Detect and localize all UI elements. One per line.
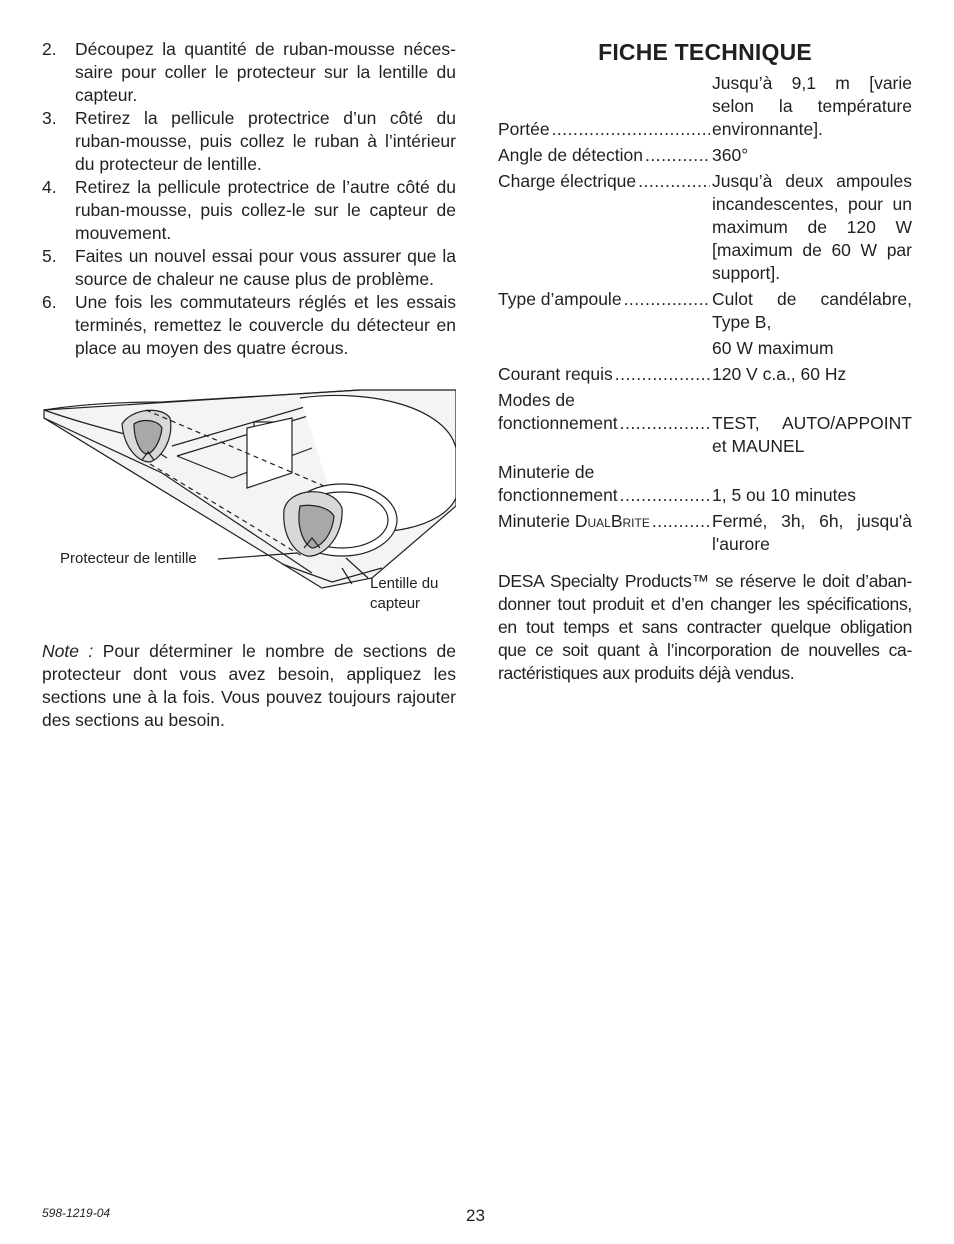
spec-value: Jusqu’à deux ampoules incandescentes, pour un maximum de 120 W [maximum de 60 W par support].: [712, 171, 912, 283]
step-item: [42, 107, 456, 176]
spec-label: Charge électrique: [498, 171, 637, 191]
spec-value: TEST, AUTO/APPOINT et MAUNEL: [712, 413, 912, 456]
spec-row: [498, 288, 912, 360]
leader-dots: [645, 144, 710, 167]
spec-label-brand: DualBrite: [574, 511, 650, 531]
leader-dots: [638, 170, 710, 193]
step-item: [42, 245, 456, 291]
step-text: Une fois les commutateurs réglés et les essais terminés, remettez le couvercle du détecteur en place au moyen des quatre écrous.: [75, 292, 456, 358]
spec-row: [498, 363, 912, 386]
spec-value: 360°: [712, 145, 749, 165]
protector-label: Protecteur de lentille: [60, 550, 197, 567]
spec-value-extra: 60 W maximum: [712, 338, 834, 358]
spec-row: [498, 72, 912, 141]
spec-label: fonctionnement: [498, 485, 618, 505]
lens-label-line1: Lentille du: [370, 575, 439, 592]
leader-dots: [615, 363, 710, 386]
document-code: 598-1219-04: [42, 1206, 111, 1220]
spec-value: Fermé, 3h, 6h, jusqu'à l'aurore: [712, 511, 912, 554]
leader-dots: [624, 288, 710, 311]
leader-dots: [620, 412, 710, 435]
spec-label: Type d’ampoule: [498, 289, 622, 309]
step-number: 3.: [42, 108, 57, 128]
spec-label-line1: Minuterie de: [498, 462, 595, 482]
spec-row: [498, 389, 912, 458]
instruction-steps: [42, 38, 456, 360]
spec-value: 120 V c.a., 60 Hz: [712, 364, 847, 384]
spec-value: Culot de candélabre, Type B,: [712, 289, 912, 332]
page-number: 23: [466, 1206, 485, 1225]
spec-row: [498, 510, 912, 556]
step-text: Faites un nouvel essai pour vous assurer que la source de chaleur ne cause plus de problème.: [75, 246, 456, 289]
left-column: [42, 38, 456, 360]
sensor-illustration: [42, 388, 456, 618]
step-number: 4.: [42, 177, 57, 197]
lens-label-line2: capteur: [370, 595, 421, 612]
spec-label: Angle de détection: [498, 145, 643, 165]
spec-label: Portée: [498, 119, 550, 139]
step-number: 6.: [42, 292, 57, 312]
step-item: [42, 176, 456, 245]
spec-value: 1, 5 ou 10 minutes: [712, 485, 856, 505]
note-lead: Note :: [42, 641, 94, 661]
section-title: FICHE TECHNIQUE: [598, 39, 812, 65]
step-text: Retirez la pellicule protectrice de l’autre côté du ruban-mousse, puis collez-le sur le capteur de mouvement.: [75, 177, 456, 243]
step-number: 2.: [42, 39, 57, 59]
spec-row: [498, 461, 912, 507]
step-item: [42, 38, 456, 107]
leader-dots: [652, 510, 710, 533]
right-column: [498, 38, 912, 703]
spec-row: [498, 144, 912, 167]
leader-dots: [552, 118, 710, 141]
step-text: Retirez la pellicule protectrice d’un côté du ruban-mousse, puis collez le ruban à l’intérieur du protecteur de lentille.: [75, 108, 456, 174]
step-text: Découpez la quantité de ruban-mousse néces-saire pour coller le protecteur sur la lentille du capteur.: [75, 39, 456, 105]
spec-label-line1: Modes de: [498, 390, 575, 410]
step-item: [42, 291, 456, 360]
note-paragraph: [42, 640, 456, 732]
note-text: Pour déterminer le nombre de sections de protecteur dont vous avez besoin, appliquez les sections une à la fois. Vous pouvez toujours rajouter des sections au besoin.: [42, 641, 456, 730]
spec-label: Minuterie: [498, 511, 575, 531]
step-number: 5.: [42, 246, 57, 266]
disclaimer-paragraph: DESA Specialty Products™ se réserve le doit d’aban-donner tout produit et d’en changer les spécifications, en tout temps et sans contracter quelque obligation que ce soit quant à l’incorporation de nouvelles ca-ractéristiques aux produits déjà vendus.: [498, 571, 912, 683]
spec-label: fonctionnement: [498, 413, 618, 433]
spec-label: Courant requis: [498, 364, 613, 384]
spec-value: Jusqu’à 9,1 m [varie selon la température environnante].: [712, 73, 912, 139]
leader-dots: [620, 484, 710, 507]
spec-row: [498, 170, 912, 285]
